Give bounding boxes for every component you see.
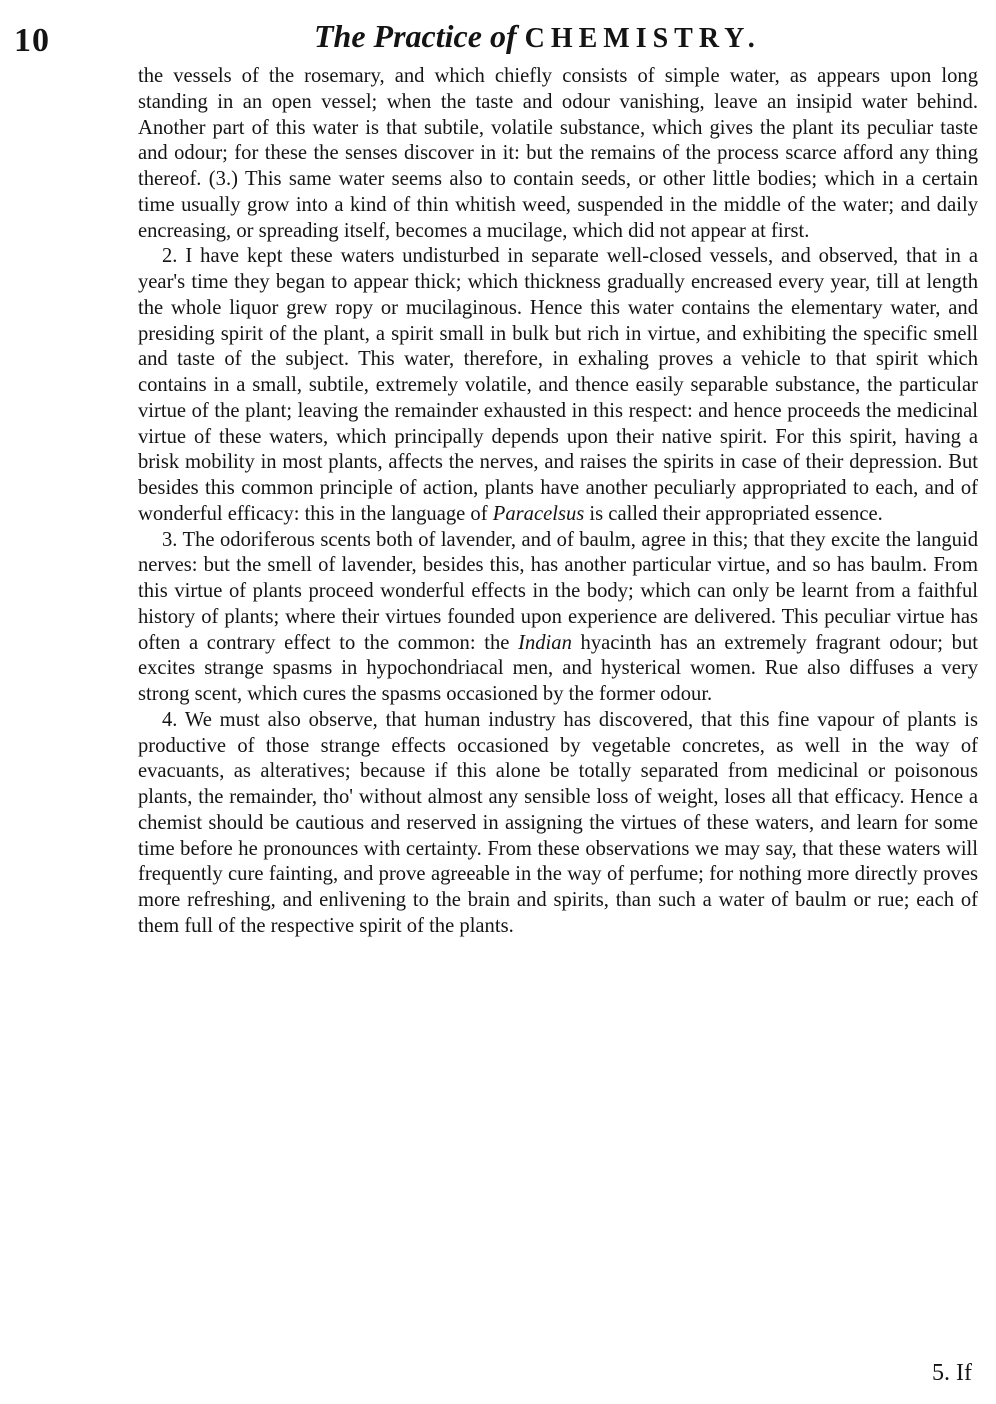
body-text <box>138 64 978 940</box>
running-title-caps: CHEMISTRY. <box>524 23 761 54</box>
italic-word-indian: Indian <box>518 631 572 654</box>
paragraph-3 <box>138 528 978 708</box>
catchword: 5. If <box>932 1360 972 1386</box>
text-segment: is called their appropriated essence. <box>584 502 883 525</box>
text-segment: 4. We must also observe, that human industry has discovered, that this fine vapour of plants is productive of those strange effects occasioned by vegetable concretes, as well in the way of evacuants, as alteratives; because if this alone be totally separated from medicinal or poisonous plants, the remainder, tho' without almost any sensible loss of weight, loses all that efficacy. Hence a chemist should be cautious and reserved in assigning the virtues of these waters, and learn for some time before he pronounces with certainty. From these observations we may say, that these waters will frequently cure fainting, and prove agreeable in the way of perfume; for nothing more directly proves more refreshing, and enlivening to the brain and spirits, than such a water of baulm or rue; each of them full of the respective spirit of the plants. <box>138 708 978 937</box>
running-title-italic: The Practice of <box>314 18 517 54</box>
text-segment: hyacinth has an extremely fragrant odour; but excites strange spasms in hypochondriacal men, and hysterical women. Rue also diffuses a very strong scent, which cures the spasms occasioned by the former odour. <box>138 631 978 705</box>
running-head <box>14 18 966 62</box>
italic-name-paracelsus: Paracelsus <box>492 502 585 525</box>
running-title <box>314 18 761 55</box>
text-segment: the vessels of the rosemary, and which chiefly consists of simple water, as appears upon long standing in an open vessel; when the taste and odour vanishing, leave an insipid water behind. Another part of this water is that subtile, volatile substance, which gives the plant its peculiar taste and odour; for these the senses discover in it: but the remains of the process scarce afford any thing thereof. (3.) This same water seems also to contain seeds, or other little bodies; which in a certain time usually grow into a kind of thin whitish weed, suspended in the middle of the water; and daily encreasing, or spreading itself, becomes a mucilage, which did not appear at first. <box>138 65 978 242</box>
text-segment: 2. I have kept these waters undisturbed in separate well-closed vessels, and observed, that in a year's time they began to appear thick; which thickness gradually encreased every year, till at length the whole liquor grew ropy or mucilaginous. Hence this water contains the elementary water, and presiding spirit of the plant, a spirit small in bulk but rich in virtue, and exhibiting the specific smell and taste of the subject. This water, therefore, in exhaling proves a vehicle to that spirit which contains in a small, subtile, extremely volatile, and thence easily separable substance, the particular virtue of the plant; leaving the remainder exhausted in this respect: and hence proceeds the medicinal virtue of these waters, which principally depends upon their native spirit. For this spirit, having a brisk mobility in most plants, affects the nerves, and raises the spirits in case of their depression. But besides this common principle of action, plants have another peculiarly appropriated to each, and of wonderful efficacy: this in the language of <box>138 245 978 525</box>
paragraph-4 <box>138 708 978 940</box>
text-segment: 3. The odoriferous scents both of lavender, and of baulm, agree in this; that they excite the languid nerves: but the smell of lavender, besides this, has another particular virtue, and so has baulm. From this virtue of plants proceed wonderful effects in the body; which can only be learnt from a faithful history of plants; where their virtues founded upon experience are delivered. This peculiar virtue has often a contrary effect to the common: the <box>138 528 978 654</box>
paragraph-2 <box>138 244 978 527</box>
page-number: 10 <box>14 22 50 59</box>
paragraph-continuation <box>138 64 978 244</box>
